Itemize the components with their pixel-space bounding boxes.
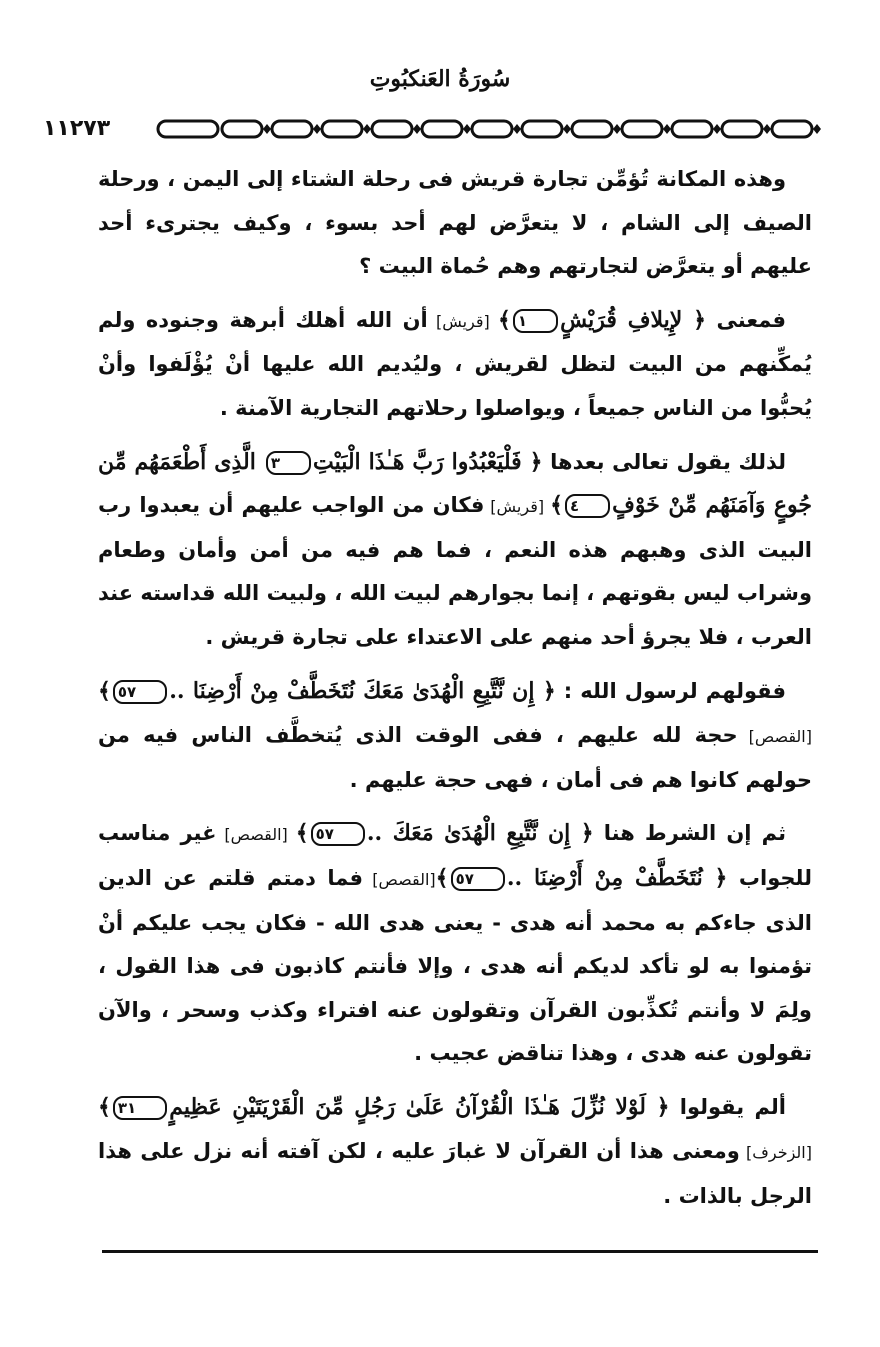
surah-reference: [القصص] <box>737 727 812 747</box>
surah-reference: [القصص] <box>216 825 296 845</box>
chain-link <box>422 121 462 137</box>
decorative-header-band <box>72 114 822 144</box>
surah-title: سُورَةُ العَنكبُوتِ <box>369 66 511 92</box>
chain-link <box>622 121 662 137</box>
verse-number-marker: ٥٧ <box>113 680 167 704</box>
quran-verse: ﴾ <box>295 820 309 847</box>
ornamental-chain-border <box>72 114 822 144</box>
chain-link <box>272 121 312 137</box>
chain-link <box>572 121 612 137</box>
chain-diamond <box>513 124 521 134</box>
chain-link <box>222 121 262 137</box>
verse-number-marker: ٥٧ <box>451 867 505 891</box>
chain-diamond <box>663 124 671 134</box>
chain-diamond <box>313 124 321 134</box>
body-text: فما دمتم قلتم عن الدين الذى جاءكم به محمد أنه هدى - يعنى هدى الله - فكان يجب عليكم أنْ تؤمنوا به لو تأكد لديكم أنه هدى ، وإلا فأنتم كاذبون فى هذا القول ، ولِمَ لا وأنتم تُكذِّبون القرآن وتقولون عنه افتراء وكذب وسحر ، والآن تقولون عنه هدى ، وهذا تناقض عجيب . <box>98 865 812 1066</box>
surah-reference: [الزخرف] <box>739 1143 812 1163</box>
chain-diamond <box>413 124 421 134</box>
chain-diamond <box>463 124 471 134</box>
quran-verse: ﴾ <box>98 1093 111 1120</box>
quran-verse: ﴾ <box>435 864 449 891</box>
paragraph <box>98 299 812 431</box>
chain-diamond <box>263 124 271 134</box>
body-text: غير مناسب للجواب <box>98 821 812 890</box>
chain-diamond <box>563 124 571 134</box>
body-text: وهذه المكانة تُؤمِّن تجارة قريش فى رحلة الشتاء إلى اليمن ، ورحلة الصيف إلى الشام ، لا يتعرَّض لهم أحد بسوء ، وكيف يجترىء أحد عليهم أو يتعرَّض لتجارتهم وهم حُماة البيت ؟ <box>98 167 812 279</box>
body-text: ألم يقولوا <box>669 1094 787 1119</box>
quran-verse: ﴿ لإِيلافِ قُرَيْشٍ <box>560 306 707 333</box>
chain-link <box>672 121 712 137</box>
quran-verse: الَّذِى أَطْعَمَهُم مِّن جُوعٍ وَآمَنَهُم مِّنْ خَوْفٍ <box>98 448 813 519</box>
body-text: حجة لله عليهم ، ففى الوقت الذى يُتخطَّف الناس فيه من حولهم كانوا هم فى أمان ، فهى حجة عليهم . <box>98 723 812 792</box>
surah-reference: [قريش] <box>427 311 499 331</box>
verse-number-marker: ٤ <box>565 494 610 518</box>
chain-diamond <box>813 124 821 134</box>
paragraph <box>98 670 812 803</box>
verse-number-marker: ٣١ <box>113 1096 167 1120</box>
chain-link <box>772 121 812 137</box>
quran-verse: ﴾ <box>498 306 511 333</box>
chain-diamond <box>613 124 621 134</box>
quran-verse: ﴿ إِن نَّتَّبِعِ الْهُدَىٰ مَعَكَ نُتَخَطَّفْ مِنْ أَرْضِنَا .. <box>169 677 556 704</box>
quran-verse: ﴾ <box>98 677 111 704</box>
body-text: فمعنى <box>706 307 787 332</box>
chain-link <box>522 121 562 137</box>
chain-link <box>158 121 218 137</box>
surah-reference: [قريش] <box>484 497 551 517</box>
chain-link <box>372 121 412 137</box>
paragraph <box>98 812 812 1076</box>
chain-diamond <box>713 124 721 134</box>
body-text: ومعنى هذا أن القرآن لا غبارَ عليه ، لكن آفته أنه نزل على هذا الرجل بالذات . <box>98 1139 812 1209</box>
page-number: ١١٢٧٣ <box>40 114 113 144</box>
paragraph <box>98 441 812 660</box>
body-text: لذلك يقول تعالى بعدها <box>542 449 786 474</box>
verse-number-marker: ٥٧ <box>311 822 365 846</box>
chain-link <box>722 121 762 137</box>
paragraph <box>98 158 812 289</box>
verse-number-marker: ١ <box>513 309 558 333</box>
body-text: أن الله أهلك أبرهة وجنوده ولم يُمكِّنهم من البيت لتظل لقريش ، وليُديم الله عليها أنْ يُؤْلَفوا وأنْ يُحبُّوا من الناس جميعاً ، ويواصلوا رحلاتهم التجارية الآمنة . <box>98 307 812 420</box>
body-text: فقولهم لرسول الله : <box>555 678 786 703</box>
quran-verse: ﴿ لَوْلا نُزِّلَ هَـٰذَا الْقُرْآنُ عَلَىٰ رَجُلٍ مِّنَ الْقَرْيَتَيْنِ عَظِيمٍ <box>169 1093 670 1120</box>
chain-diamond <box>763 124 771 134</box>
footer-divider <box>102 1250 818 1253</box>
quran-verse: ﴿ فَلْيَعْبُدُوا رَبَّ هَـٰذَا الْبَيْتِ <box>312 448 543 475</box>
quran-verse: ﴿ نُتَخَطَّفْ مِنْ أَرْضِنَا .. <box>506 864 728 891</box>
body-text: ثم إن الشرط هنا <box>593 821 787 846</box>
verse-number-marker: ٣ <box>266 451 311 475</box>
surah-reference: [القصص] <box>363 869 436 889</box>
chain-link <box>322 121 362 137</box>
quran-verse: ﴾ <box>550 492 563 519</box>
page-body-text <box>98 158 812 1229</box>
chain-diamond <box>363 124 371 134</box>
paragraph <box>98 1086 812 1219</box>
quran-verse: ﴿ إِن نَّتَّبِعِ الْهُدَىٰ مَعَكَ .. <box>366 820 594 847</box>
body-text: فكان من الواجب عليهم أن يعبدوا رب البيت الذى وهبهم هذه النعم ، فما هم فيه من أمن وأمان وطعام وشراب ليس بقوتهم ، إنما بجوارهم لبيت الله ، ولبيت الله قداسته عند العرب ، فلا يجرؤ أحد منهم على الاعتداء على تجارة قريش . <box>98 493 812 649</box>
chain-link <box>472 121 512 137</box>
